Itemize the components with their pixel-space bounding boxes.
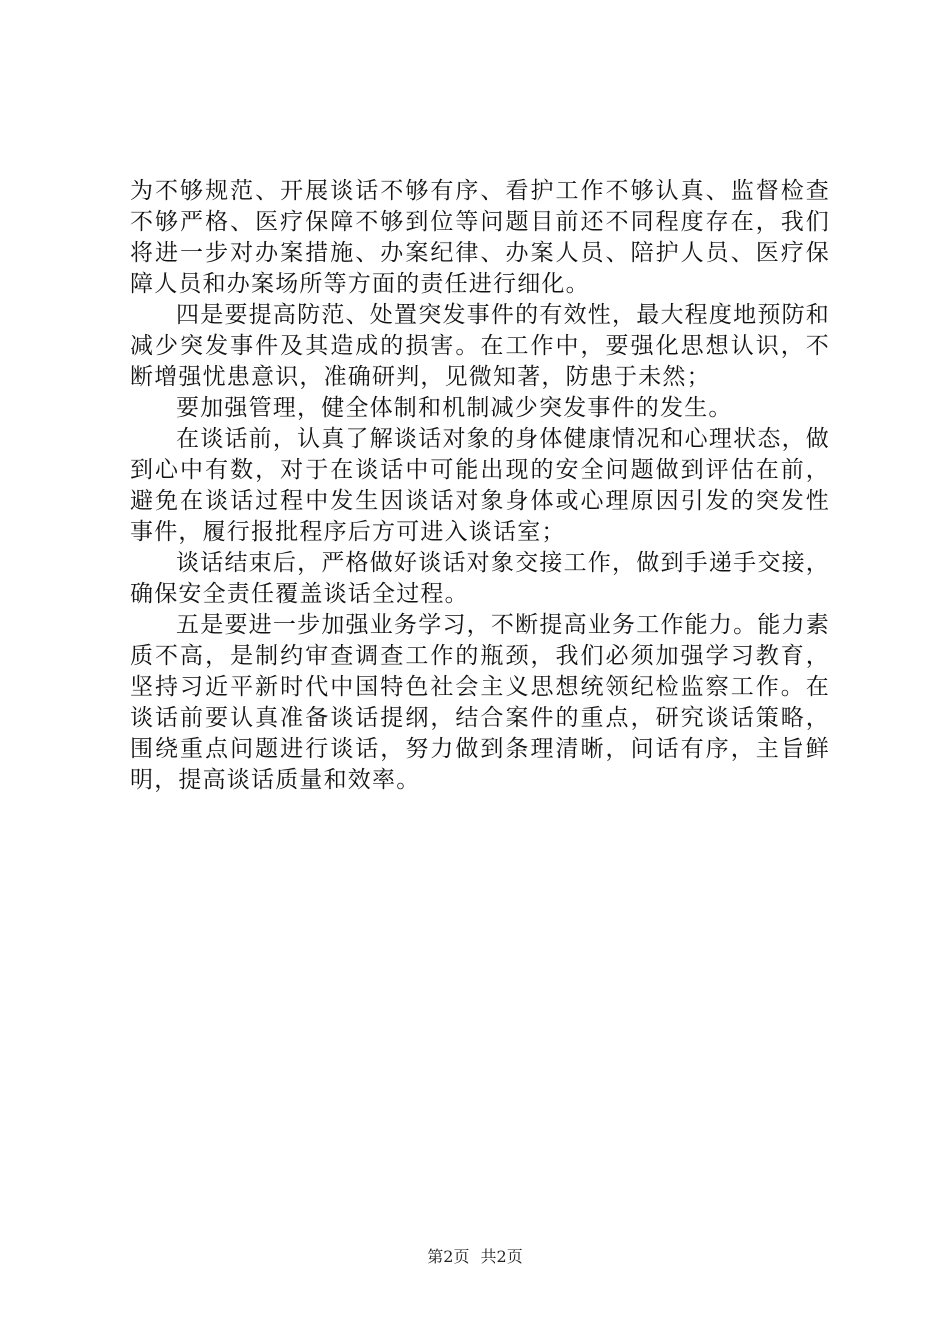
paragraph-1: 为不够规范、开展谈话不够有序、看护工作不够认真、监督检查不够严格、医疗保障不够到位等问题目前还不同程度存在，我们将进一步对办案措施、办案纪律、办案人员、陪护人员、医疗保障人员和办案场所等方面的责任进行细化。 bbox=[130, 178, 830, 297]
paragraph-2: 四是要提高防范、处置突发事件的有效性，最大程度地预防和减少突发事件及其造成的损害。在工作中，要强化思想认识，不断增强忧患意识，准确研判，见微知著，防患于未然； bbox=[130, 302, 830, 390]
paragraph-5: 谈话结束后，严格做好谈话对象交接工作，做到手递手交接，确保安全责任覆盖谈话全过程。 bbox=[130, 550, 830, 607]
page-number: 第2页 bbox=[427, 1247, 470, 1266]
document-body bbox=[130, 176, 830, 796]
paragraph-4: 在谈话前，认真了解谈话对象的身体健康情况和心理状态，做到心中有数，对于在谈话中可能出现的安全问题做到评估在前，避免在谈话过程中发生因谈话对象身体或心理原因引发的突发性事件，履行报批程序后方可进入谈话室； bbox=[130, 426, 830, 545]
page-footer bbox=[0, 1244, 950, 1267]
page-total: 共2页 bbox=[480, 1247, 523, 1266]
paragraph-3: 要加强管理，健全体制和机制减少突发事件的发生。 bbox=[176, 395, 733, 421]
paragraph-6: 五是要进一步加强业务学习，不断提高业务工作能力。能力素质不高，是制约审查调查工作的瓶颈，我们必须加强学习教育，坚持习近平新时代中国特色社会主义思想统领纪检监察工作。在谈话前要认真准备谈话提纲，结合案件的重点，研究谈话策略，围绕重点问题进行谈话，努力做到条理清晰，问话有序，主旨鲜明，提高谈话质量和效率。 bbox=[130, 612, 830, 793]
